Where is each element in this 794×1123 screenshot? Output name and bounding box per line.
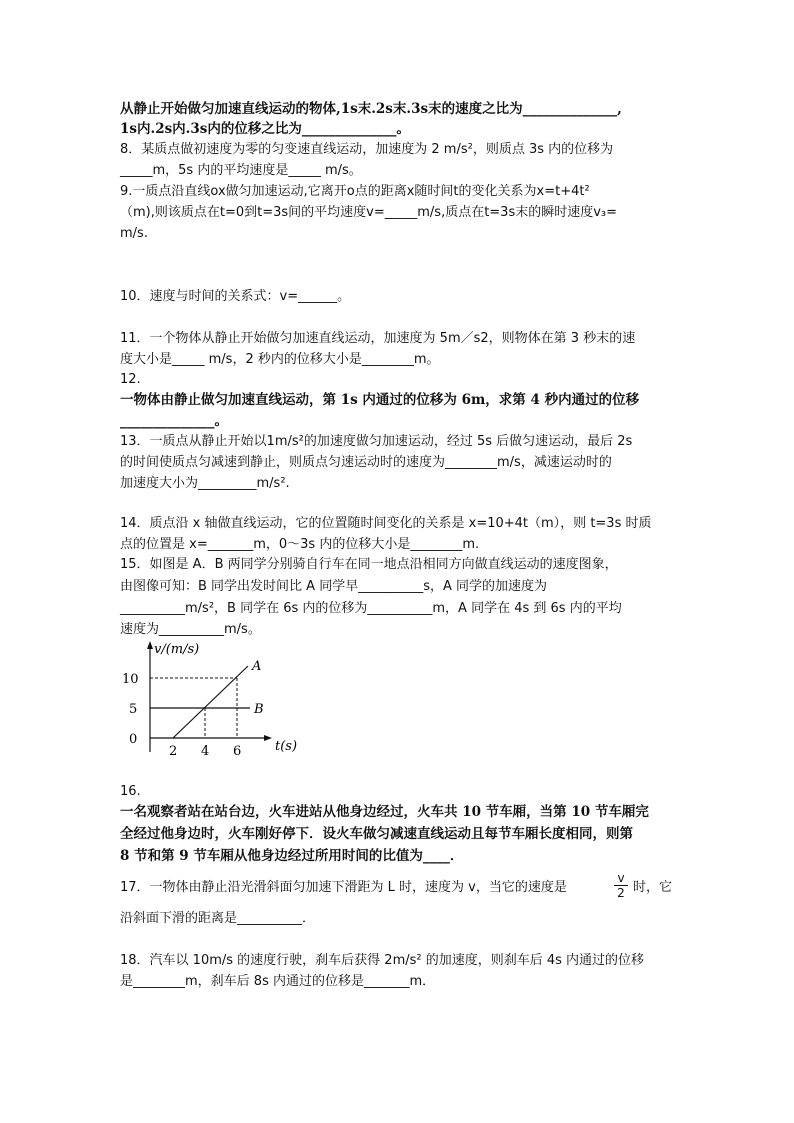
problem-15-line-1: 15．如图是 A．B 两同学分别骑自行车在同一地点沿相同方向做直线运动的速度图象， [120,557,618,572]
problem-16-number: 16. [120,784,141,799]
y-tick-5: 5 [129,702,138,717]
y-tick-10: 10 [122,672,139,687]
problem-16-line-3: 8 节和第 9 节车厢从他身边经过所用时间的比值为____． [120,848,464,864]
problem-17-line-1: 17．一物体由静止沿光滑斜面匀加速下滑距为 L 时，速度为 v，当它的速度是 [120,880,567,895]
x-tick-2: 2 [169,744,178,759]
y-tick-0: 0 [129,732,138,747]
problem-17-line-2: 沿斜面下滑的距离是__________． [120,911,316,926]
problem-9-line-2: （m),则该质点在t=0到t=3s间的平均速度v=_____m/s,质点在t=3s末的瞬时速度v₃= [120,205,618,220]
x-tick-6: 6 [233,744,242,759]
problem-13-line-2: 的时间使质点匀减速到静止，则质点匀速运动时的速度为________m/s，减速运动时的 [120,455,612,470]
problem-13-line-1: 13．一质点从静止开始以1m/s²的加速度做匀加速运动，经过 5s 后做匀速运动，最后 2s [120,434,633,449]
problem-17-line-1-tail: 时，它 [633,880,673,895]
x-axis-arrow [264,735,272,741]
problem-15-line-2: 由图像可知：B 同学出发时间比 A 同学早__________s，A 同学的加速度为 [120,579,548,594]
series-line-A [173,666,248,738]
problem-11-line-2: 度大小是_____ m/s，2 秒内的位移大小是________m。 [120,352,440,367]
problem-10-line: 10．速度与时间的关系式：v=______。 [120,289,351,304]
problem-13-line-3: 加速度大小为_________m/s². [120,476,290,491]
problem-15-line-3: __________m/s²，B 同学在 6s 内的位移为__________m，A 同学在 4s 到 6s 内的平均 [120,601,622,616]
problem-8-line-1: 8．某质点做初速度为零的匀变速直线运动，加速度为 2 m/s²，则质点 3s 内的位移为 [120,142,614,157]
problem-16-line-2: 全经过他身边时，火车刚好停下．设火车做匀减速直线运动且每节车厢长度相同，则第 [120,826,633,842]
fraction-v-over-2 [614,871,628,900]
problem-7-line-1: 从静止开始做匀加速直线运动的物体,1s末.2s末.3s末的速度之比为______________, [120,101,622,117]
problem-18-line-2: 是________m，刹车后 8s 内通过的位移是_______m． [120,974,436,989]
problem-12-number: 12. [120,372,141,387]
problem-14-line-2: 点的位置是 x=_______m，0～3s 内的位移大小是________m. [120,537,480,552]
problem-14-line-1: 14．质点沿 x 轴做直线运动，它的位置随时间变化的关系是 x=10+4t（m），则 t=3s 时质 [120,516,652,531]
problem-8-line-2: _____m，5s 内的平均速度是_____ m/s。 [120,163,362,178]
problem-18-line-1: 18．汽车以 10m/s 的速度行驶，刹车后获得 2m/s² 的加速度，则刹车后 4s 内通过的位移 [120,953,645,968]
series-label-A: A [252,659,262,674]
fraction-numerator: v [614,871,628,886]
velocity-time-graph [120,640,320,760]
y-axis-arrow [147,641,153,649]
series-label-B: B [254,702,264,717]
x-tick-4: 4 [201,744,210,759]
problem-9-line-1: 9.一质点沿直线ox做匀加速运动,它离开o点的距离x随时间t的变化关系为x=t+4t² [120,184,590,199]
problem-11-line-1: 11．一个物体从静止开始做匀加速直线运动，加速度为 5m／s2，则物体在第 3 秒末的速 [120,331,636,346]
problem-7-line-2: 1s内.2s内.3s内的位移之比为______________。 [120,121,410,137]
x-axis-label: t(s) [275,739,298,754]
y-axis-label: v/(m/s) [154,642,200,657]
problem-15-line-4: 速度为__________m/s。 [120,622,261,637]
problem-12-line-2: ______________。 [120,413,228,429]
fraction-denominator: 2 [617,886,625,900]
problem-12-line-1: 一物体由静止做匀加速直线运动，第 1s 内通过的位移为 6m，求第 4 秒内通过的位移 [120,392,640,408]
problem-16-line-1: 一名观察者站在站台边，火车进站从他身边经过，火车共 10 节车厢，当第 10 节车厢完 [120,804,649,820]
problem-9-line-3: m/s. [120,226,148,241]
